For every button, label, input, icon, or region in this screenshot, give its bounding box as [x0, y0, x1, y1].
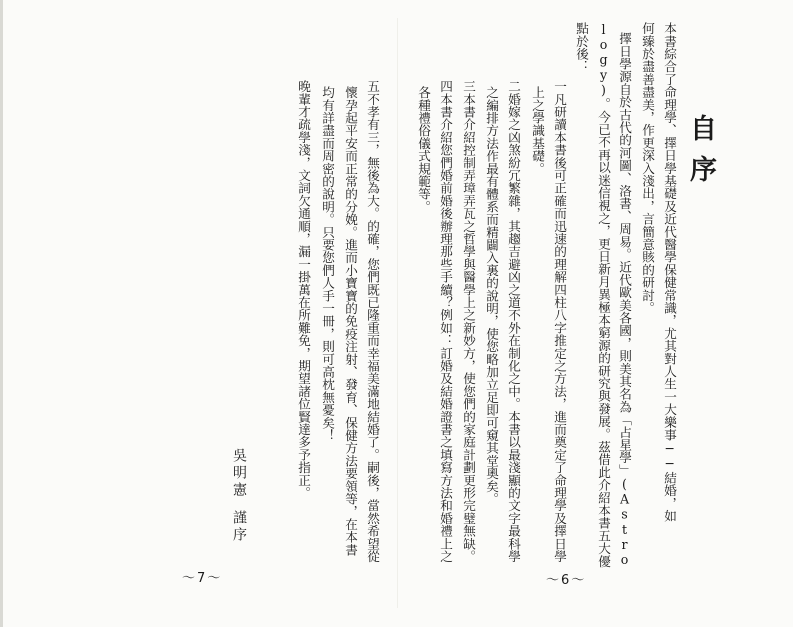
text-column: 一凡研讀本書後可正確而迅速的理解四柱八字推定之方法，進而奠定了命理學及擇日學	[552, 80, 567, 563]
text-column: 懷孕起平安而正常的分娩。進而小寶寶的免疫注射、發育、保健方法要領等，在本書	[343, 86, 358, 556]
page-number-left: ～7～	[182, 571, 223, 586]
text-column: 五不孝有三，無後為大。的確，您們既已隆重而幸福美滿地結婚了。嗣後，當然希望從	[365, 80, 380, 563]
text-column: 點於後：	[574, 22, 589, 73]
page-number-right: ～6～	[546, 573, 587, 588]
text-column: 本書綜合了命理學、擇日學基礎及近代醫學保健常識，尤其對人生一大樂事──結婚，如	[662, 22, 677, 523]
author-name: 吳明憲	[231, 448, 247, 499]
text-column: 上之學識基礎。	[530, 86, 545, 175]
text-column: 晚輩才疏學淺，文詞欠通順，漏一掛萬在所難免，期望諸位賢達多予指正。	[296, 80, 311, 500]
page-gutter	[397, 18, 398, 608]
signature-suffix: 謹序	[231, 510, 247, 544]
text-column: 四本書介紹您們婚前婚後辦理那些手續？例如：訂婚及結婚證書之填寫方法和婚禮上之	[438, 80, 453, 563]
text-column: logy)。今已不再以迷信視之，更日新月異極本窮源的研究與發展。茲借此介紹本書五大優	[596, 22, 611, 568]
text-column: 均有詳盡而周密的說明。只要您們人手一冊，則可高枕無憂矣！	[320, 86, 335, 442]
text-column: 三本書介紹控制弄璋弄瓦之哲學與醫學上之新妙方，使您們的家庭計劃更形完璧無缺。	[461, 80, 476, 563]
text-column: 之編排方法作最有體系而精闢入裏的說明，使您略加立足即可窺其堂奧矣。	[484, 86, 499, 506]
text-column: 各種禮俗儀式規範等。	[416, 86, 431, 213]
scan-edge	[0, 0, 3, 627]
preface-title: 自序	[685, 114, 716, 196]
text-column: 二婚嫁之凶煞紛冗繁雜，其趨吉避凶之道不外在制化之中。本書以最淺顯的文字最科學	[506, 80, 521, 563]
text-column: 何臻於盡善盡美，作更深入淺出，言簡意賅的研討。	[640, 22, 655, 315]
text-column: 擇日學源自於古代的河圖、洛書、周易。近代歐美各國，則美其名為「占星學」(Astro	[617, 32, 632, 568]
